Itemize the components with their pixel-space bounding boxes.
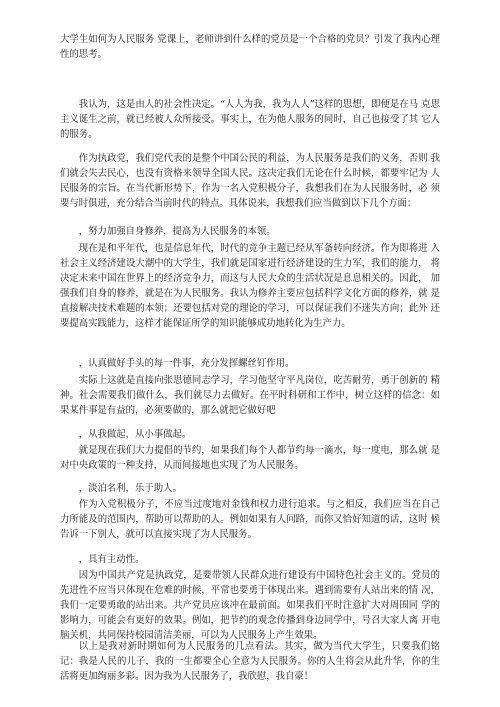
point-heading-5: ，具有主动性。 [78,554,145,565]
paragraph-7: 因为中国共产党是执政党，是要带领人民群众进行建设有中国特色社会主义的。党员的先进性不应当只体现在危难的时候，平常也要勇于体现出来。遇到需要有人站出来的情 况，我们一定要勇敢的站出来。共产党员应该冲在最前面。如果我们平时注意扩大对周围同 学的影响力，可能会有更好的效果。例如，把节约的观念传播到身边同学中，号召大家人离 开电脑关机，共同保持校园清洁美丽，可以为人民服务上产生效果。 [60,570,440,641]
paragraph-1: 我认为，这是由人的社会性决定。“人人为我，我为人人”这样的思想，即便是在马 克思主义诞生之前，就已经被人众所接受。事实上，在为他人服务的同时，自己也接受了其 它人的服务。 [60,99,440,140]
point-heading-2: ，认真做好手头的每一件事，充分发挥螺丝钉作用。 [78,358,295,369]
paragraph-2: 作为执政党，我们党代表的是整个中国公民的利益，为人民服务是我们的义务，否则 我们就会失去民心，也没有资格来领导全国人民。这决定我们无论在什么时候，都要牢记为 人民服务的宗旨。在当代新形势下，作为一名入党积极分子，我想我们在为人民服务时，必 须要与时俱进，充分结合当前时代的特点。具体说来，我想我们应当做到以下几个方面： [60,153,440,209]
point-heading-4: ，淡泊名利，乐于助人。 [78,483,182,494]
paragraph-5: 就是现在我们大力提倡的节约，如果我们每个人都节约每一滴水，每一度电，那么就 是对中央政策的一种支持，从而间接地也实现了为人民服务。 [60,445,440,471]
point-heading-1: ，努力加强自身修养，提高为人民服务的本领。 [78,226,276,237]
closing-paragraph: 以上是我对新时期如何为人民服务的几点看法。其实，做为当代大学生，只要我们铭 记：我是人民的儿子，我的一生都要全心全意为人民服务。你的人生将会从此升华，你的生 活将更加绚丽多彩。因为我为人民服务了，我欣慰，我自豪！ [60,641,440,682]
point-heading-3: ，从我做起，从小事做起。 [78,429,192,440]
paragraph-6: 作为入党积极分子，不应当过度地对金钱和权力进行追求。与之相反，我们应当在自己力所能及的范围内，帮助可以帮助的人。例如如果有人问路，而你又恰好知道的话，这时 候告诉一下别人，就可以直接实现了为人民服务。 [60,499,440,540]
paragraph-3: 现在是和平年代，也是信息年代，时代的竞争主题已经从军备转向经济。作为即将进 入社会主义经济建设大潮中的大学生，我们就是国家进行经济建设的生力军，我们的能力， 将决定未来中国在世界上的经济竞争力，而这与人民大众的生活状况是息息相关的。因此， 加强我们自身的修养，就是在为人民服务。我认为修养主要应包括科学文化方面的修养，就 是直接解决技术难题的本领；还要包括对党的理论的学习，可以保证我们不迷失方向；此外 还要提高实践能力，这样才能保证所学的知识能够成功地转化为生产力。 [60,243,440,329]
title-paragraph: 大学生如何为人民服务 党课上，老师讲到什么样的党员是一个合格的党员？引发了我内心理性的思考。 [60,34,440,60]
paragraph-4: 实际上这就是直接向张思德同志学习，学习他坚守平凡岗位，吃苦耐劳，勇于创新的 精神。社会需要我们做什么，我们就尽力去做好。在平时科研和工作中，树立这样的信念：如果某件事是有益的，必须要做的，那么就把它做好吧 [60,375,440,416]
